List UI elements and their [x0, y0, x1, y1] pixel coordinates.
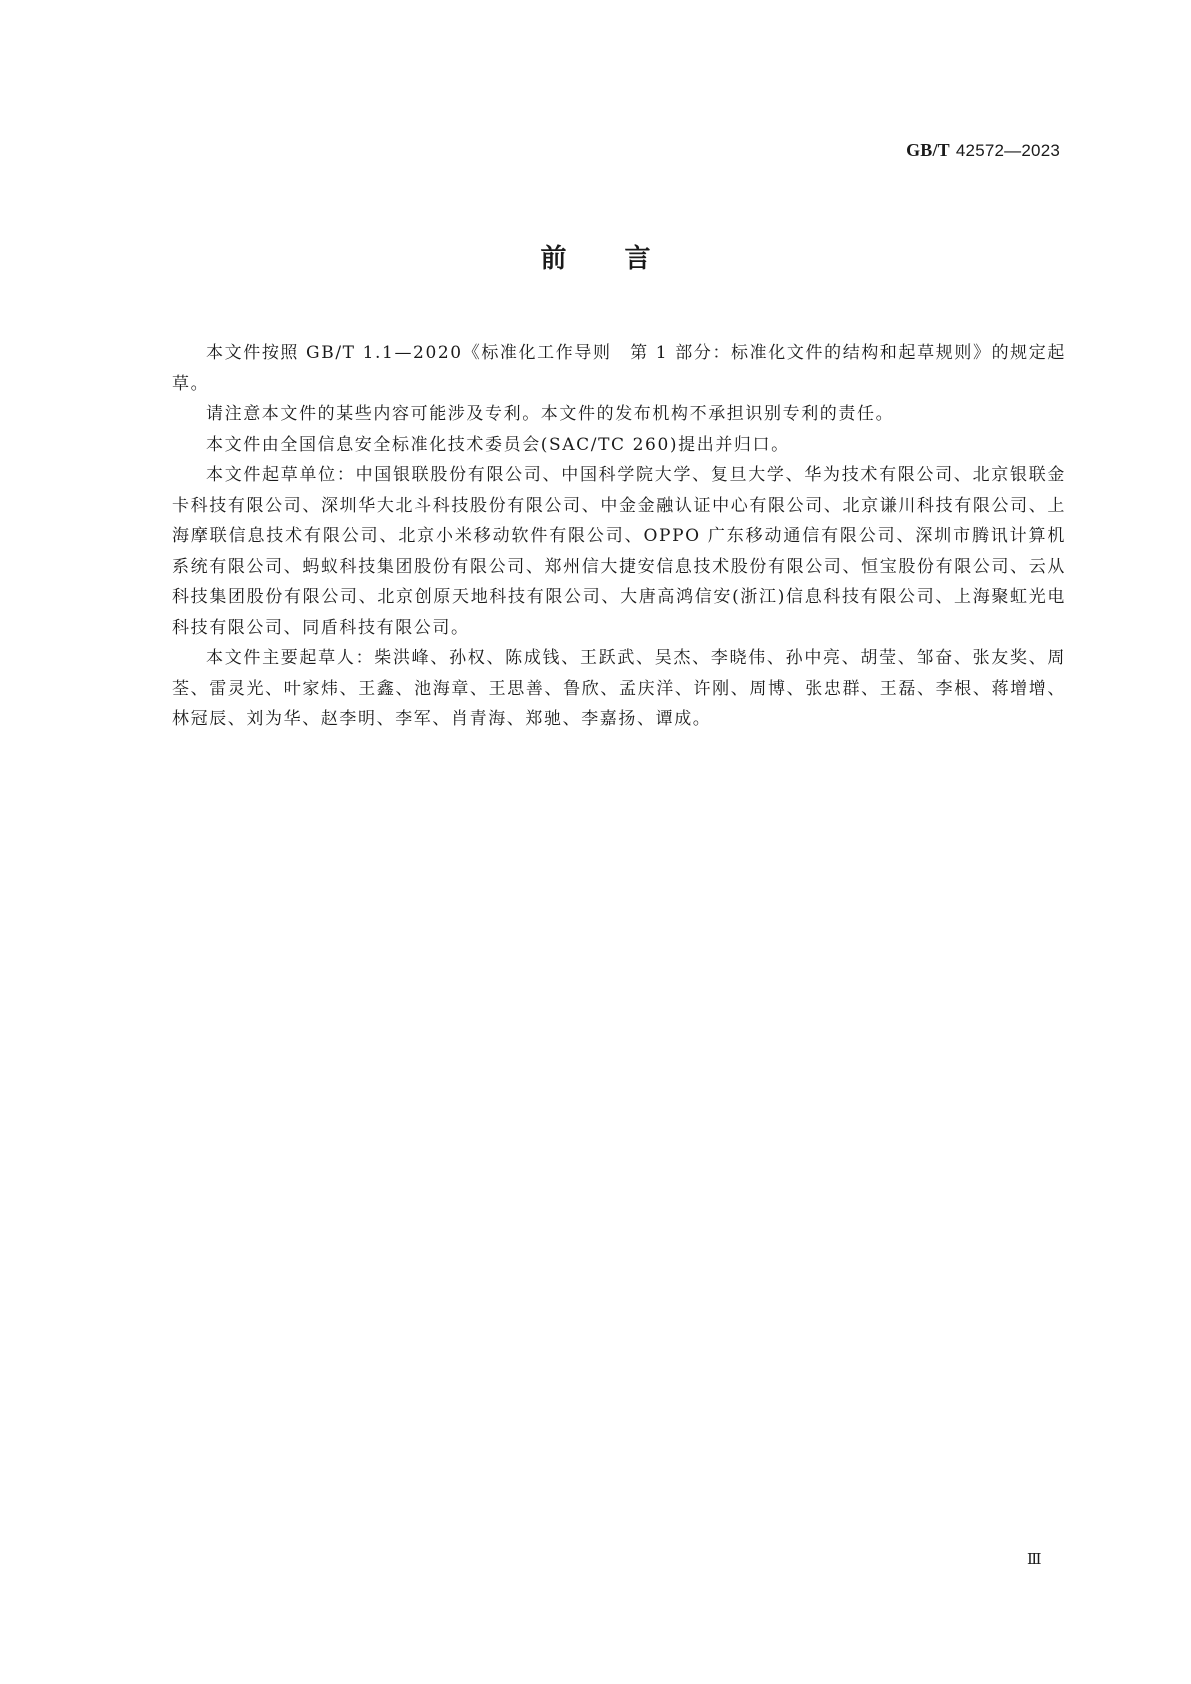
standard-code: 42572—2023	[955, 141, 1060, 160]
page-title-char-2: 言	[624, 244, 651, 274]
paragraph-proposer: 本文件由全国信息安全标准化技术委员会(SAC/TC 260)提出并归口。	[206, 434, 790, 455]
page-title	[0, 244, 1191, 274]
paragraph-drafting-rules: 本文件按照 GB/T 1.1—2020《标准化工作导则 第 1 部分：标准化文件的结构和起草规则》的规定起草。	[172, 343, 1066, 394]
paragraph-patent-notice: 请注意本文件的某些内容可能涉及专利。本文件的发布机构不承担识别专利的责任。	[206, 404, 895, 424]
paragraph-drafters: 本文件主要起草人：柴洪峰、孙权、陈成钱、王跃武、吴杰、李晓伟、孙中亮、胡莹、邹奋、张友奖、周荃、雷灵光、叶家炜、王鑫、池海章、王思善、鲁欣、孟庆洋、许刚、周博、张忠群、王磊、李根、蒋增增、林冠辰、刘为华、赵李明、李军、肖青海、郑驰、李嘉扬、谭成。	[172, 648, 1066, 729]
page-number: Ⅲ	[1027, 1552, 1041, 1568]
standard-number	[906, 140, 1060, 161]
standard-prefix: GB/T	[906, 140, 950, 160]
page-title-char-1: 前	[540, 244, 567, 274]
foreword-body	[172, 338, 1066, 735]
paragraph-drafting-organizations: 本文件起草单位：中国银联股份有限公司、中国科学院大学、复旦大学、华为技术有限公司、北京银联金卡科技有限公司、深圳华大北斗科技股份有限公司、中金金融认证中心有限公司、北京谦川科技有限公司、上海摩联信息技术有限公司、北京小米移动软件有限公司、OPPO 广东移动通信有限公司、深圳市腾讯计算机系统有限公司、蚂蚁科技集团股份有限公司、郑州信大捷安信息技术股份有限公司、恒宝股份有限公司、云从科技集团股份有限公司、北京创原天地科技有限公司、大唐高鸿信安(浙江)信息科技有限公司、上海聚虹光电科技有限公司、同盾科技有限公司。	[172, 465, 1066, 638]
